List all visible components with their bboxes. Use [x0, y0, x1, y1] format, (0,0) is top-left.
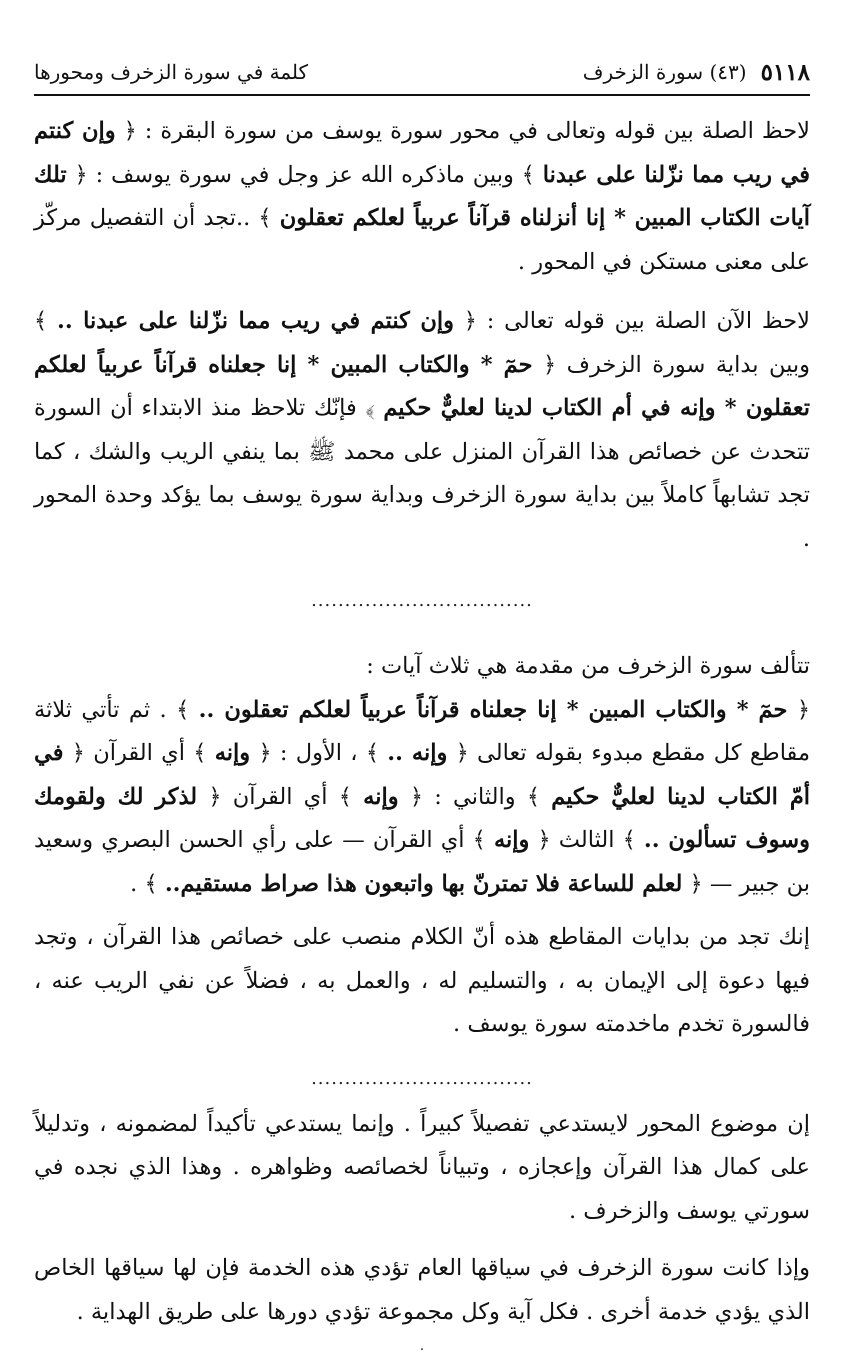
section-separator: ................................. [311, 590, 533, 611]
paragraph [34, 1247, 810, 1334]
quran-quote: لعلم للساعة فلا تمترنّ بها واتبعون هذا صراط مستقيم.. [164, 870, 683, 897]
text-segment: ﴾ والثاني : ﴿ [398, 783, 552, 810]
quran-quote: وإنه [493, 827, 530, 853]
quran-quote: وإن كنتم في ريب مما نزّلنا على عبدنا [34, 118, 810, 188]
section-separator: ................................. [311, 1067, 533, 1089]
paragraph [34, 110, 810, 284]
quran-quote: وإنه [363, 783, 399, 810]
text-segment: لاحظ الآن الصلة بين قوله تعالى : ﴿ [453, 308, 810, 334]
text-segment: وإذا كانت سورة الزخرف في سياقها العام تؤدي هذه الخدمة فإن لها سياقها الخاص الذي يؤدي خدمة أخرى . فكل آية وكل مجموعة تؤدي دورها على طريق الهداية . [34, 1255, 810, 1325]
quran-quote: وإن كنتم في ريب مما نزّلنا على عبدنا .. [56, 308, 454, 334]
chapter-title: (٤٣) سورة الزخرف [582, 60, 747, 84]
book-page [34, 50, 811, 1358]
text-segment: ﴾ أي القرآن ﴿ [197, 783, 364, 810]
text-segment: إن موضوع المحور لايستدعي تفصيلاً كبيراً . وإنما يستدعي تأكيداً لمضمونه ، وتدليلاً على كمال هذا القرآن وإعجازه ، وتبياناً لخصائصه وظواهره . وهذا الذي نجده في سورتي يوسف والزخرف . [34, 1110, 810, 1224]
paragraph [34, 645, 810, 689]
page-header [34, 50, 810, 96]
quran-quote: حمٓ * والكتاب المبين * إنا جعلناه قرآناً عربياً لعلكم تعقلون * وإنه في أم الكتاب لدينا لعليٌّ حكيم [34, 351, 810, 421]
paragraph [34, 1103, 810, 1234]
quran-quote: حمٓ * والكتاب المبين * إنا جعلناه قرآناً عربياً لعلكم تعقلون .. [198, 696, 788, 723]
text-segment: ﴿ [787, 696, 811, 723]
running-title: كلمة في سورة الزخرف ومحورها [34, 60, 309, 84]
paragraph [34, 300, 810, 561]
body-text [34, 110, 810, 1358]
text-segment: ﴾ ، الأول : ﴿ [250, 740, 388, 766]
header-right [583, 59, 810, 86]
text-segment: ﴾ . [130, 870, 165, 897]
text-segment: ﴾ أي القرآن ﴿ [63, 740, 215, 766]
text-segment: ﴾ ..تجد أن التفصيل مركّز على معنى مستكن في المحور . [34, 205, 810, 275]
quran-quote: في أمّ الكتاب لدينا لعليٌّ حكيم [34, 740, 810, 810]
quran-quote: لذكر لك ولقومك وسوف تسألون .. [34, 783, 810, 853]
text-segment: ﴾ الثالث ﴿ [529, 827, 644, 853]
text-segment: ﴾ أي القرآن — على رأي الحسن البصري وسعيد بن جبير — ﴿ [34, 827, 810, 897]
text-segment: تتألف سورة الزخرف من مقدمة هي ثلاث آيات : [366, 653, 810, 679]
quran-quote: تلك آيات الكتاب المبين * إنا أنزلناه قرآناً عربياً لعلكم تعقلون [34, 161, 810, 231]
page-number: ٥١١٨ [760, 58, 810, 86]
bottom-mark: · [419, 1342, 425, 1358]
text-segment: ﴾ . ثم تأتي ثلاثة مقاطع كل مقطع مبدوء بقوله تعالى ﴿ [34, 696, 810, 766]
text-segment: ﴾ وبين ماذكره الله عز وجل في سورة يوسف : ﴿ [66, 161, 543, 188]
quran-quote: وإنه [214, 740, 251, 766]
text-segment: ﴾ وبين بداية سورة الزخرف ﴿ [34, 308, 810, 378]
text-segment: إنك تجد من بدايات المقاطع هذه أنّ الكلام منصب على خصائص هذا القرآن ، وتجد فيها دعوة إلى الإيمان به ، والتسليم له ، والعمل به ، فضلاً عن نفي الريب عنه ، فالسورة تخدم ماخدمته سورة يوسف . [34, 924, 810, 1037]
paragraph [34, 916, 810, 1047]
quran-quote: وإنه .. [387, 740, 448, 766]
text-segment: ﴾ فإنّك تلاحظ منذ الابتداء أن السورة تتحدث عن خصائص هذا القرآن المنزل على محمد ﷺ بما ينفي الريب والشك ، كما تجد تشابهاً كاملاً بين بداية سورة الزخرف وبداية سورة يوسف بما يؤكد وحدة المحور . [34, 395, 810, 552]
text-segment: لاحظ الصلة بين قوله وتعالى في محور سورة يوسف من سورة البقرة : ﴿ [115, 118, 810, 144]
paragraph [34, 689, 810, 907]
